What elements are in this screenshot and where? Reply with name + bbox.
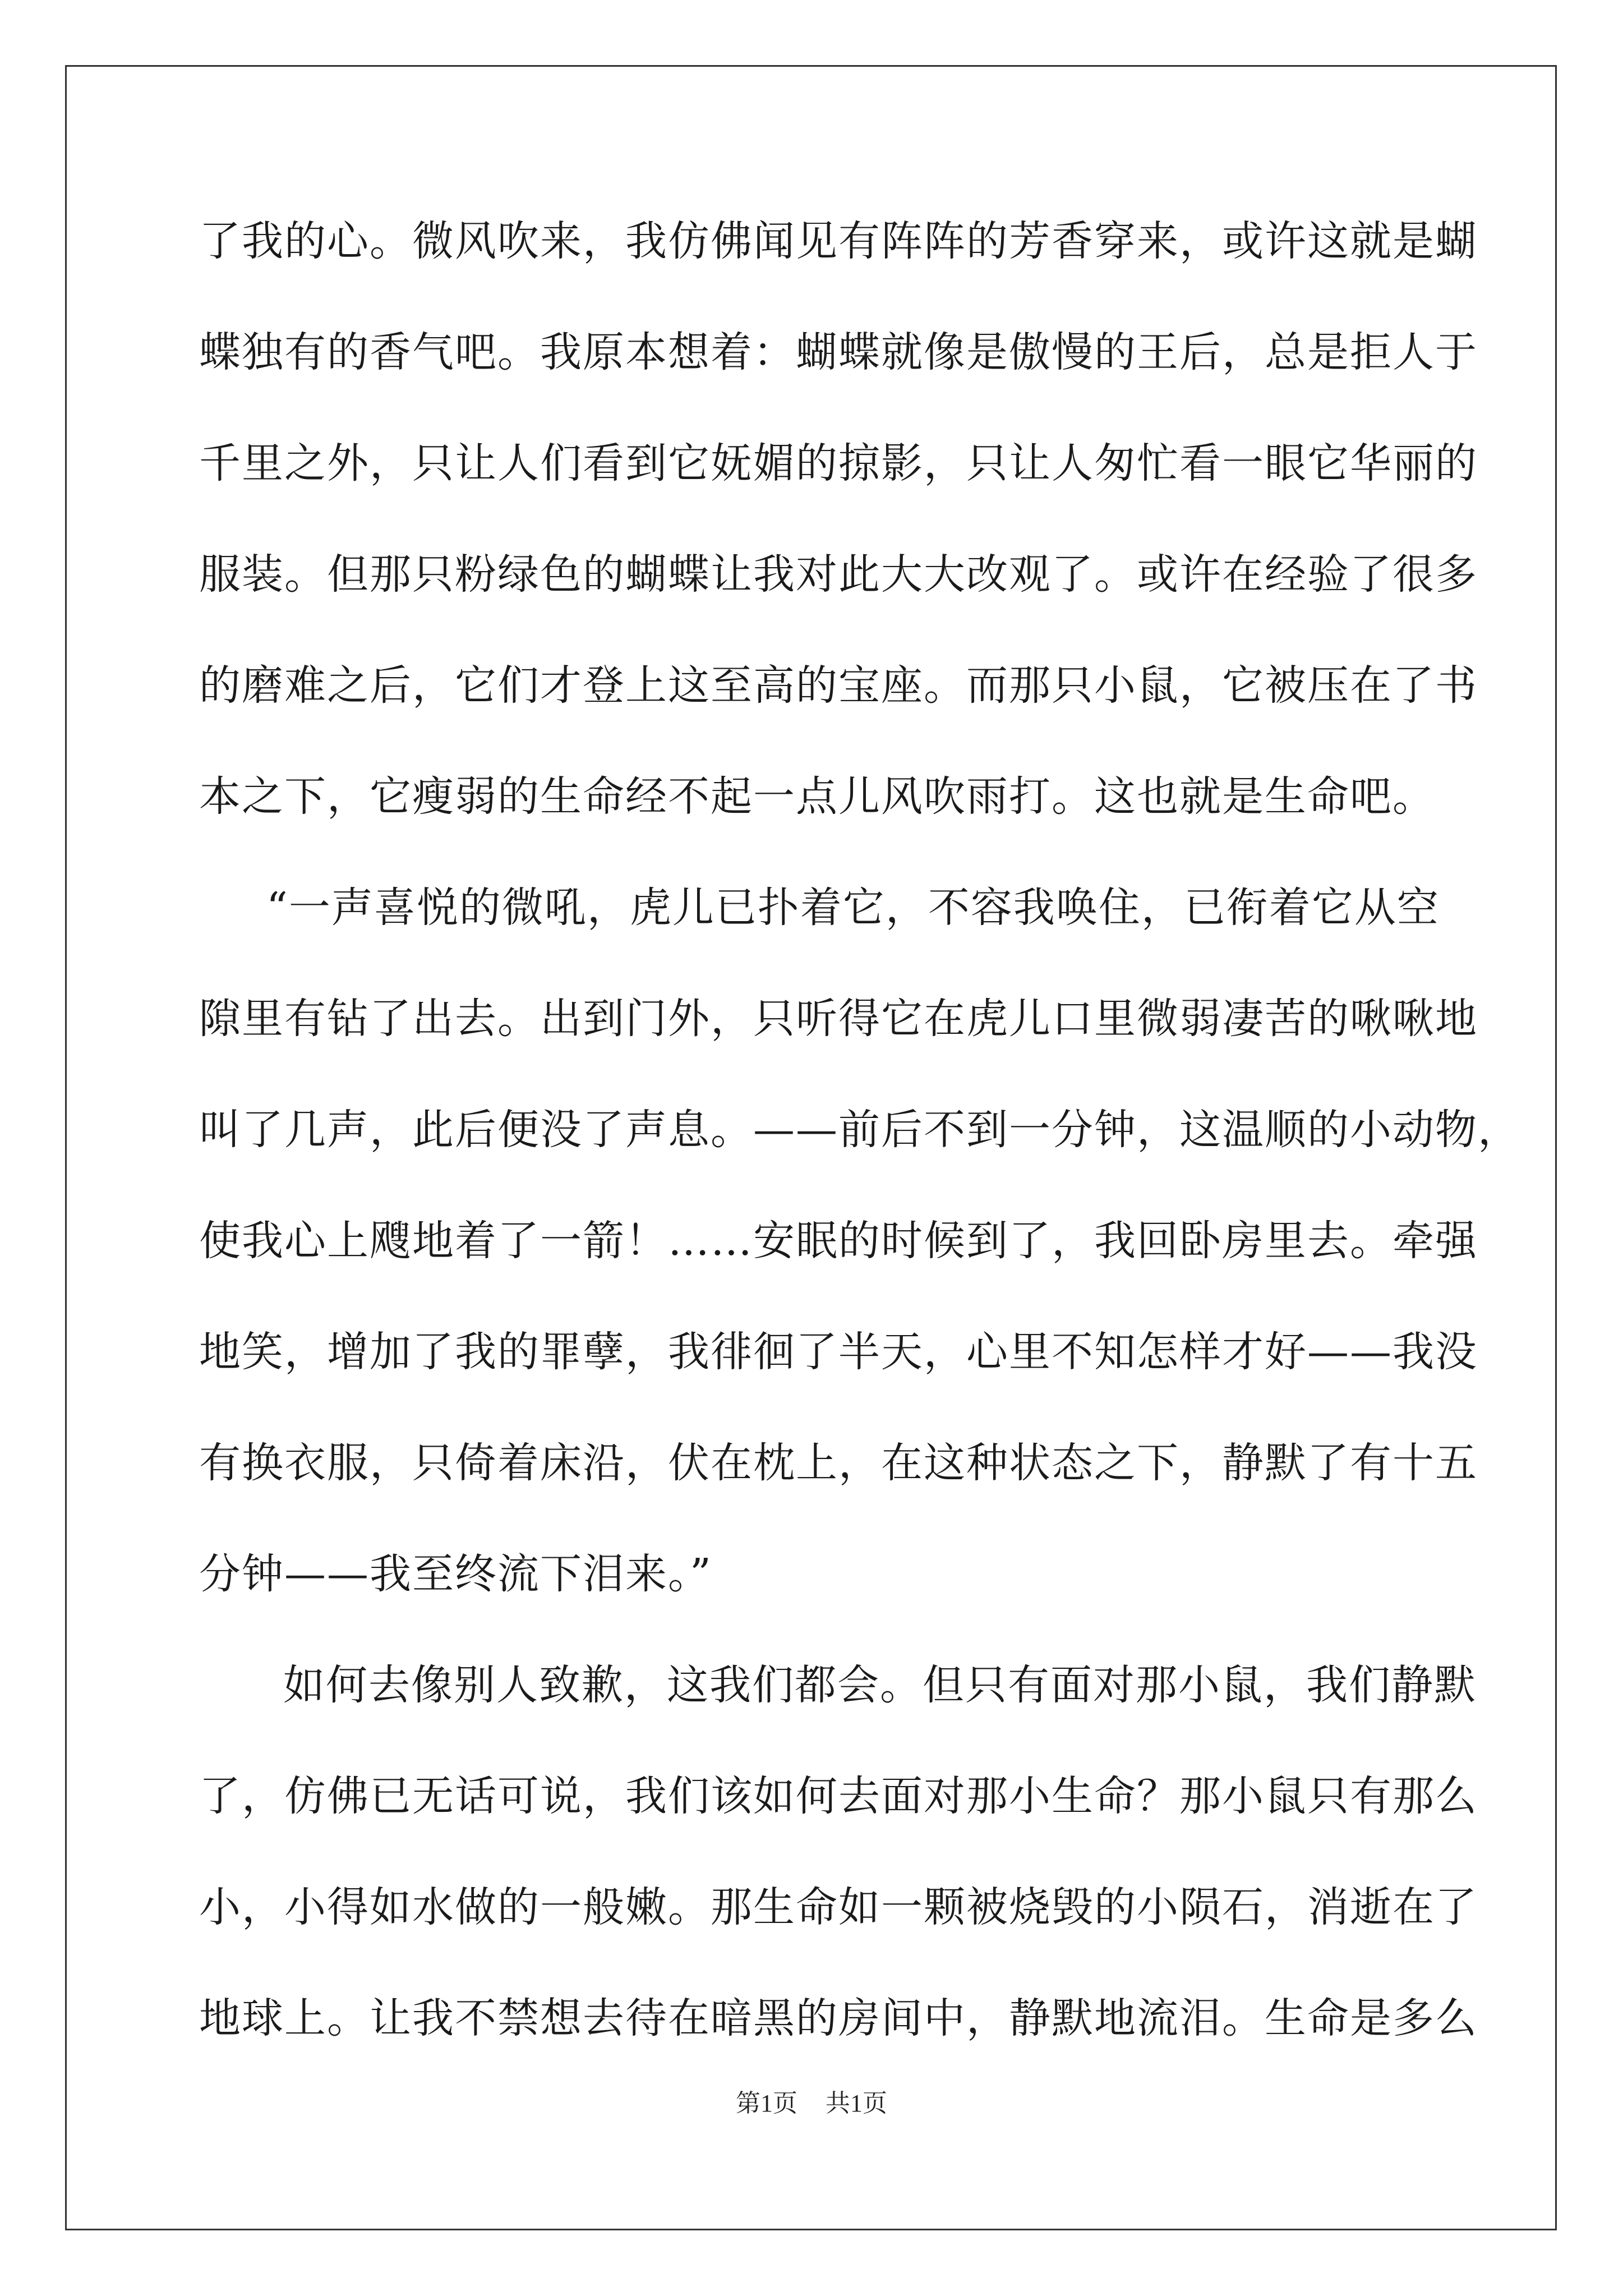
text-line: 地笑，增加了我的罪孽，我徘徊了半天，心里不知怎样才好——我没 bbox=[199, 1328, 1478, 1376]
page-total: 共1页 bbox=[826, 2090, 887, 2117]
text-line: “一声喜悦的微吼，虎儿已扑着它，不容我唤住，已衔着它从空 bbox=[266, 884, 1440, 932]
text-line: 小，小得如水做的一般嫩。那生命如一颗被烧毁的小陨石，消逝在了 bbox=[199, 1883, 1478, 1931]
page-number: 第1页 bbox=[736, 2090, 797, 2117]
text-line: 了，仿佛已无话可说，我们该如何去面对那小生命？那小鼠只有那么 bbox=[199, 1772, 1478, 1820]
text-line: 蝶独有的香气吧。我原本想着：蝴蝶就像是傲慢的王后，总是拒人于 bbox=[199, 328, 1478, 376]
text-line: 了我的心。微风吹来，我仿佛闻见有阵阵的芳香穿来，或许这就是蝴 bbox=[199, 217, 1478, 265]
text-line: 本之下，它瘦弱的生命经不起一点儿风吹雨打。这也就是生命吧。 bbox=[199, 772, 1435, 821]
text-line: 叫了几声，此后便没了声息。——前后不到一分钟，这温顺的小动物， bbox=[199, 1106, 1520, 1154]
text-line: 使我心上飕地着了一箭！……安眠的时候到了，我回卧房里去。牵强 bbox=[199, 1217, 1478, 1265]
text-line: 分钟——我至终流下泪来。” bbox=[199, 1550, 712, 1598]
text-line: 千里之外，只让人们看到它妩媚的掠影，只让人匆忙看一眼它华丽的 bbox=[199, 439, 1478, 487]
text-line: 地球上。让我不禁想去待在暗黑的房间中，静默地流泪。生命是多么 bbox=[199, 1994, 1478, 2042]
text-line: 如何去像别人致歉，这我们都会。但只有面对那小鼠，我们静默 bbox=[283, 1661, 1477, 1709]
text-line: 隙里有钻了出去。出到门外，只听得它在虎儿口里微弱凄苦的啾啾地 bbox=[199, 995, 1478, 1043]
text-line: 有换衣服，只倚着床沿，伏在枕上，在这种状态之下，静默了有十五 bbox=[199, 1439, 1478, 1487]
text-line: 服装。但那只粉绿色的蝴蝶让我对此大大改观了。或许在经验了很多 bbox=[199, 550, 1478, 599]
text-line: 的磨难之后，它们才登上这至高的宝座。而那只小鼠，它被压在了书 bbox=[199, 661, 1478, 710]
page-footer bbox=[0, 2087, 1623, 2120]
